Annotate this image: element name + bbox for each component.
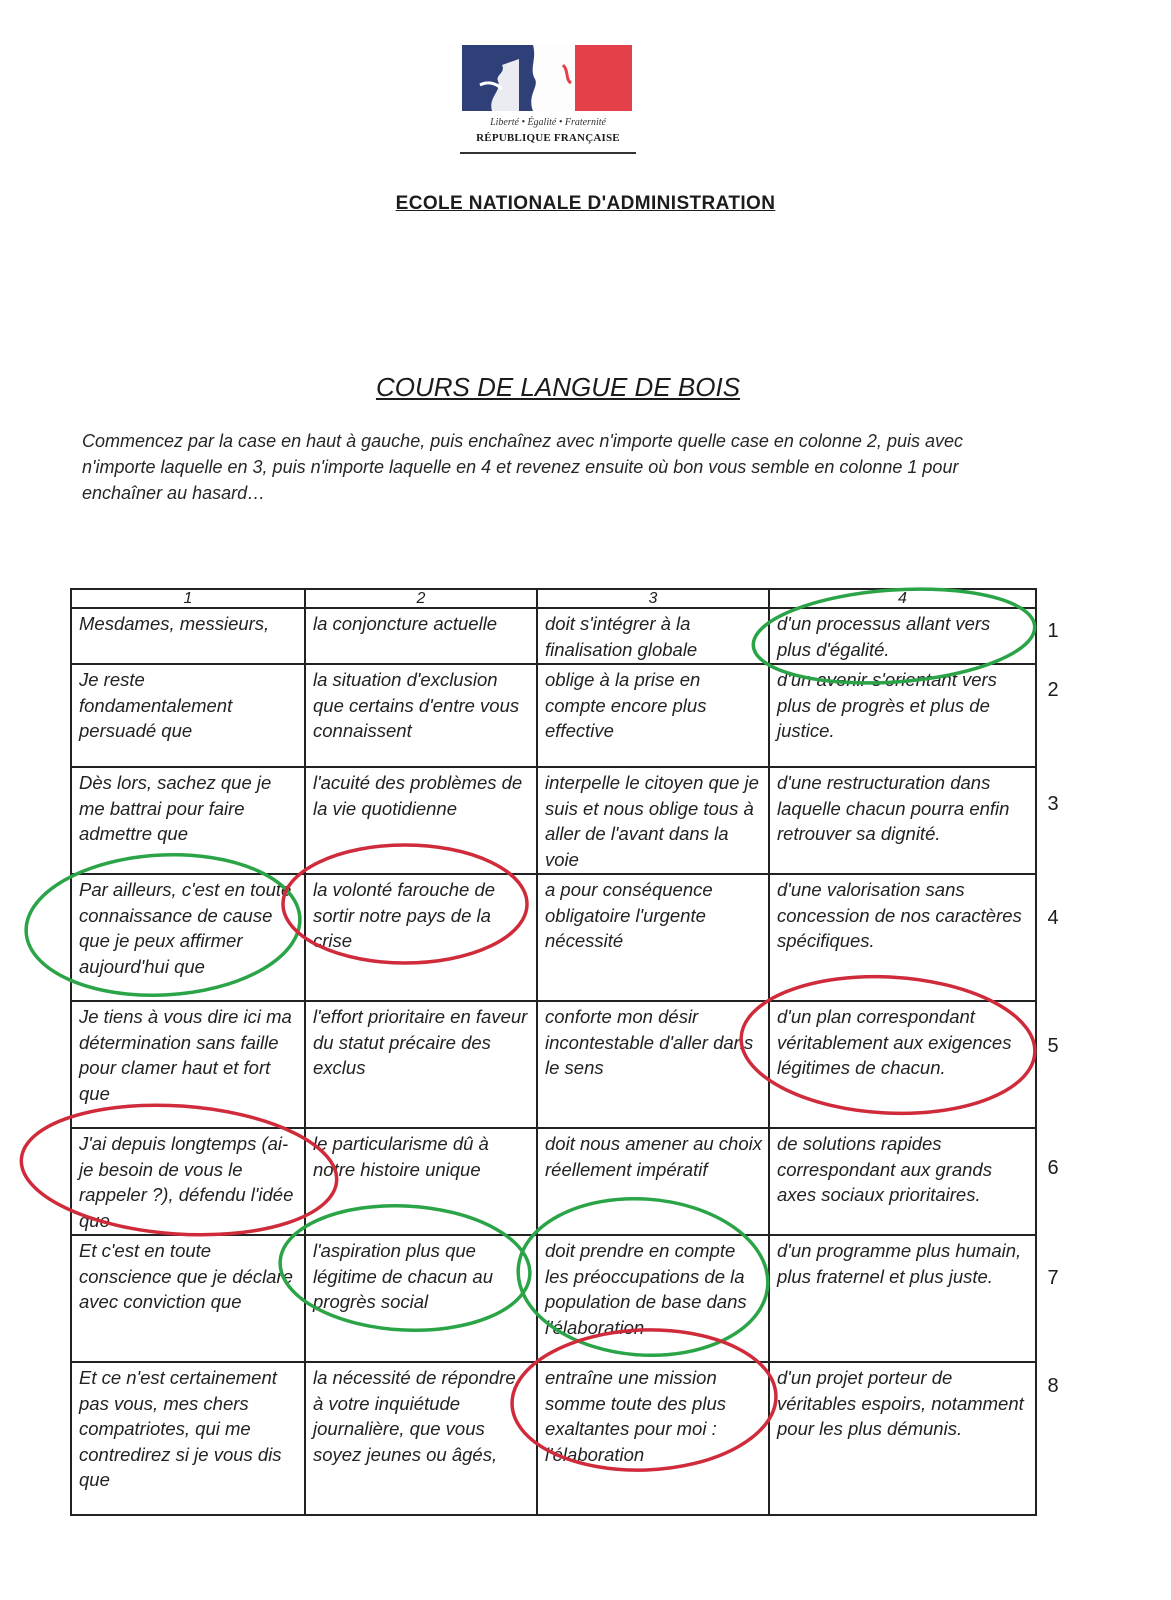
republique-francaise-logo <box>462 45 634 154</box>
table-header-row <box>71 589 1036 608</box>
table-cell: le particularisme dû à notre histoire unique <box>305 1128 537 1235</box>
table-cell: de solutions rapides correspondant aux grands axes sociaux prioritaires. <box>769 1128 1036 1235</box>
column-header: 2 <box>305 589 537 608</box>
table-cell: l'aspiration plus que légitime de chacun au progrès social <box>305 1235 537 1362</box>
table-cell: Dès lors, sachez que je me battrai pour faire admettre que <box>71 767 305 874</box>
table-row <box>71 664 1036 767</box>
table-cell: doit s'intégrer à la finalisation globale <box>537 608 769 664</box>
table-cell: la situation d'exclusion que certains d'entre vous connaissent <box>305 664 537 767</box>
table-row <box>71 767 1036 874</box>
table-cell: d'un programme plus humain, plus fraternel et plus juste. <box>769 1235 1036 1362</box>
table-cell: la nécessité de répondre à votre inquiétude journalière, que vous soyez jeunes ou âgés, <box>305 1362 537 1515</box>
row-number: 2 <box>1047 679 1059 701</box>
table-cell: oblige à la prise en compte encore plus effective <box>537 664 769 767</box>
table-cell: d'un avenir s'orientant vers plus de progrès et plus de justice. <box>769 664 1036 767</box>
table-cell: interpelle le citoyen que je suis et nous oblige tous à aller de l'avant dans la voie <box>537 767 769 874</box>
row-number: 4 <box>1047 907 1059 929</box>
table-row <box>71 874 1036 1001</box>
instructions-paragraph: Commencez par la case en haut à gauche, puis enchaînez avec n'importe quelle case en colonne 2, puis avec n'importe laquelle en 3, puis n'importe laquelle en 4 et revenez ensuite où bon vous semble en colonne 1 pour enchaîner au hasard… <box>82 431 963 503</box>
column-header: 4 <box>769 589 1036 608</box>
logo-motto: Liberté • Égalité • Fraternité <box>490 117 606 128</box>
table-cell: la volonté farouche de sortir notre pays de la crise <box>305 874 537 1001</box>
table-cell: doit nous amener au choix réellement impératif <box>537 1128 769 1235</box>
table-row <box>71 608 1036 664</box>
marianne-profile-icon <box>462 45 519 111</box>
column-header: 3 <box>537 589 769 608</box>
row-number: 6 <box>1047 1157 1059 1179</box>
table-cell: Mesdames, messieurs, <box>71 608 305 664</box>
table-cell: l'acuité des problèmes de la vie quotidienne <box>305 767 537 874</box>
flag-blue-band <box>462 45 519 111</box>
table-cell: d'un processus allant vers plus d'égalité. <box>769 608 1036 664</box>
table-cell: doit prendre en compte les préoccupations de la population de base dans l'élaboration <box>537 1235 769 1362</box>
table-cell: d'un projet porteur de véritables espoirs, notamment pour les plus démunis. <box>769 1362 1036 1515</box>
school-title: ECOLE NATIONALE D'ADMINISTRATION <box>395 193 776 214</box>
table-cell: conforte mon désir incontestable d'aller dans le sens <box>537 1001 769 1128</box>
logo-republic-name: RÉPUBLIQUE FRANÇAISE <box>476 132 620 144</box>
table-cell: Je tiens à vous dire ici ma détermination sans faille pour clamer haut et fort que <box>71 1001 305 1128</box>
row-number: 8 <box>1047 1375 1059 1397</box>
table-cell: Par ailleurs, c'est en toute connaissance de cause que je peux affirmer aujourd'hui que <box>71 874 305 1001</box>
table-row <box>71 1128 1036 1235</box>
table-cell: a pour conséquence obligatoire l'urgente nécessité <box>537 874 769 1001</box>
flag-red-band <box>575 45 632 111</box>
table-cell: l'effort prioritaire en faveur du statut précaire des exclus <box>305 1001 537 1128</box>
row-number: 5 <box>1047 1035 1059 1057</box>
row-number: 3 <box>1047 793 1059 815</box>
table-cell: la conjoncture actuelle <box>305 608 537 664</box>
course-title: COURS DE LANGUE DE BOIS <box>375 372 741 402</box>
table-cell: entraîne une mission somme toute des plus exaltantes pour moi : l'élaboration <box>537 1362 769 1515</box>
table-cell: Et c'est en toute conscience que je déclare avec conviction que <box>71 1235 305 1362</box>
phrase-table <box>70 588 1037 1516</box>
table-cell: d'une valorisation sans concession de nos caractères spécifiques. <box>769 874 1036 1001</box>
table-cell: d'une restructuration dans laquelle chacun pourra enfin retrouver sa dignité. <box>769 767 1036 874</box>
table-cell: Et ce n'est certainement pas vous, mes chers compatriotes, qui me contredirez si je vous dis que <box>71 1362 305 1515</box>
flag-white-band <box>519 45 576 111</box>
logo-underline <box>460 152 636 154</box>
table-row <box>71 1362 1036 1515</box>
marianne-flag-icon <box>462 45 632 111</box>
table-cell: d'un plan correspondant véritablement aux exigences légitimes de chacun. <box>769 1001 1036 1128</box>
table-cell: Je reste fondamentalement persuadé que <box>71 664 305 767</box>
table-row <box>71 1001 1036 1128</box>
column-header: 1 <box>71 589 305 608</box>
row-number: 1 <box>1047 620 1059 642</box>
table-cell: J'ai depuis longtemps (ai-je besoin de vous le rappeler ?), défendu l'idée que <box>71 1128 305 1235</box>
marianne-face-icon <box>519 45 576 111</box>
row-number: 7 <box>1047 1267 1059 1289</box>
table-row <box>71 1235 1036 1362</box>
